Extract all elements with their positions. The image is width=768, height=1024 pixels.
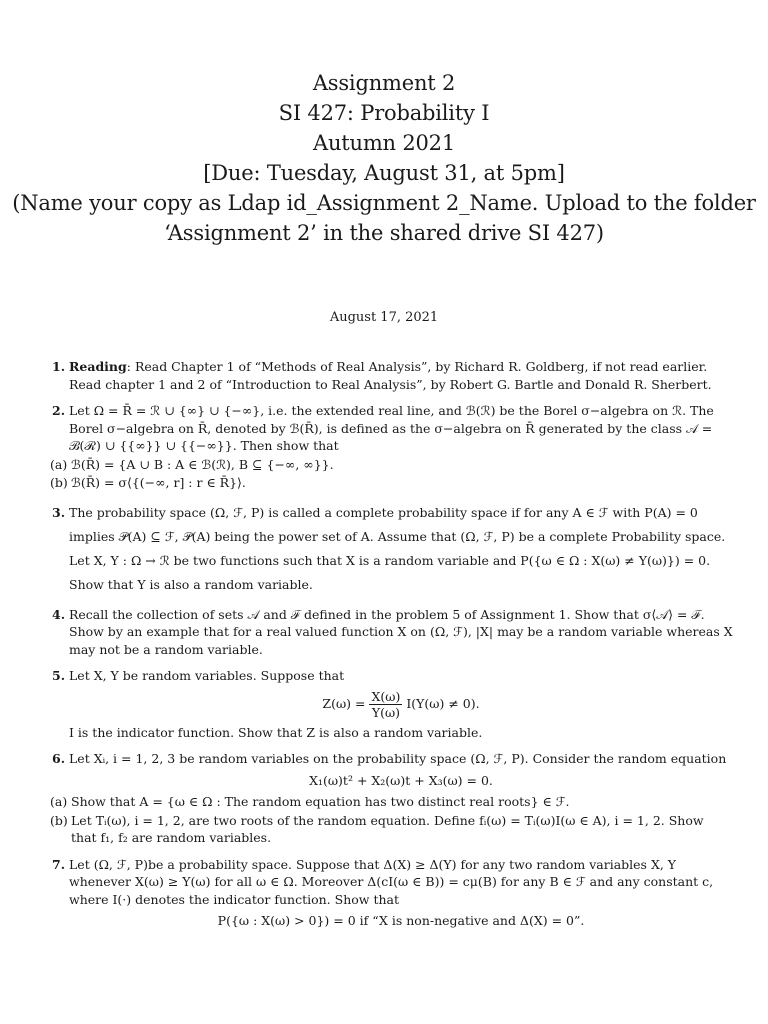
problem-followup: I is the indicator function. Show that Z is also a random variable. — [69, 724, 483, 740]
subpart-b — [50, 474, 733, 492]
problem-text: The probability space (Ω, ℱ, P) is called a complete probability space if for any A ∈ ℱ with P(A) = 0 implies 𝒫(A) ⊆ ℱ, 𝒫(A) being the power set of A. Assume that (Ω, ℱ, P) be a complete Probability space. Let X, Y : Ω → ℛ be two functions such that X is a random variable and P({ω ∈ Ω : X(ω) ≠ Y(ω)}) = 0. Show that Y is also a random variable. — [69, 504, 726, 592]
fraction — [369, 689, 402, 720]
problem-text: Let (Ω, ℱ, P)be a probability space. Suppose that Δ(X) ≥ Δ(Y) for any two random variables X, Y whenever X(ω) ≥ Y(ω) for all ω ∈ Ω. Moreover Δ(cI(ω ∈ B)) = cμ(B) for any B ∈ ℱ and any constant c, where I(·) denotes the indicator function. Show that — [69, 856, 714, 907]
subpart-b — [50, 812, 733, 847]
document-date: August 17, 2021 — [329, 310, 439, 325]
problem-number: 6. — [52, 751, 66, 766]
problem-text: Let Xᵢ, i = 1, 2, 3 be random variables on the probability space (Ω, ℱ, P). Consider the random equation — [69, 751, 727, 766]
subpart-text: ℬ(R̄) = σ⟨{(−∞, r] : r ∈ R̄}⟩. — [71, 475, 246, 490]
problem-1 — [48, 358, 733, 393]
subpart-label: (a) — [50, 456, 68, 472]
subpart-label: (b) — [50, 475, 68, 490]
subpart-label: (a) — [50, 794, 68, 809]
title-line-1: Assignment 2 — [312, 71, 456, 95]
problem-text: Let Ω = R̄ = ℛ ∪ {∞} ∪ {−∞}, i.e. the extended real line, and ℬ(ℛ) be the Borel σ−algebra on ℛ. The Borel σ−algebra on R̄, denoted by ℬ(R̄), is defined as the σ−algebra on R̄ generated by the class 𝒜 = ℬ(ℛ) ∪ {{∞}} ∪ {{−∞}}. Then show that — [69, 403, 714, 453]
problem-list — [48, 358, 733, 939]
problem-5 — [48, 667, 733, 741]
problem-text: : Read Chapter 1 of “Methods of Real Analysis”, by Richard R. Goldberg, if not read earlier. Read chapter 1 and 2 of “Introduction to Real Analysis”, by Robert G. Bartle and Donald R. Sherbert. — [69, 359, 712, 392]
fraction-denominator: Y(ω) — [371, 704, 401, 720]
random-equation: X₁(ω)t² + X₂(ω)t + X₃(ω) = 0. — [309, 772, 493, 788]
equation-rhs: I(Y(ω) ≠ 0). — [406, 696, 480, 712]
subpart-a — [50, 793, 733, 811]
problem-number: 4. — [52, 606, 66, 622]
title-line-2: SI 427: Probability I — [278, 101, 490, 125]
subpart-label: (b) — [50, 812, 68, 828]
problem-label: Reading — [69, 359, 127, 374]
title-line-5: (Name your copy as Ldap id_Assignment 2_Name. Upload to the folder — [12, 191, 756, 215]
subpart-a — [50, 456, 733, 474]
problem-3 — [48, 501, 733, 597]
subpart-text: Show that A = {ω ∈ Ω : The random equation has two distinct real roots} ∈ ℱ. — [71, 794, 570, 809]
problem-6 — [48, 750, 733, 847]
problem-2 — [48, 402, 733, 492]
problem-number: 1. — [52, 359, 66, 374]
equation-delta: P({ω : X(ω) > 0}) = 0 if “X is non-negative and Δ(X) = 0”. — [217, 913, 585, 928]
problem-number: 3. — [52, 504, 66, 520]
equation-z — [69, 689, 733, 720]
problem-number: 2. — [52, 403, 66, 418]
fraction-numerator: X(ω) — [371, 688, 401, 704]
title-line-4: [Due: Tuesday, August 31, at 5pm] — [203, 161, 565, 185]
problem-number: 5. — [52, 668, 66, 683]
subpart-list — [48, 793, 733, 847]
title-line-6: ‘Assignment 2’ in the shared drive SI 427) — [164, 221, 604, 245]
problem-text: Recall the collection of sets 𝒜 and ℱ defined in the problem 5 of Assignment 1. Show that σ⟨𝒜⟩ = ℱ. Show by an example that for a real valued function X on (Ω, ℱ), |X| may be a random variable whereas X may not be a random variable. — [69, 606, 733, 657]
subpart-text: Let Tᵢ(ω), i = 1, 2, are two roots of the random equation. Define fᵢ(ω) = Tᵢ(ω)I(ω ∈ A), i = 1, 2. Show that f₁, f₂ are random variables. — [71, 812, 704, 845]
title-line-3: Autumn 2021 — [312, 131, 455, 155]
problem-7 — [48, 856, 733, 930]
problem-4 — [48, 606, 733, 659]
subpart-text: ℬ(R̄) = {A ∪ B : A ∈ ℬ(ℛ), B ⊆ {−∞, ∞}}. — [71, 456, 334, 472]
title-block — [0, 68, 768, 248]
problem-number: 7. — [52, 856, 66, 872]
equation-lhs: Z(ω) = — [322, 696, 366, 712]
problem-text: Let X, Y be random variables. Suppose that — [69, 668, 345, 683]
subpart-list — [48, 456, 733, 492]
